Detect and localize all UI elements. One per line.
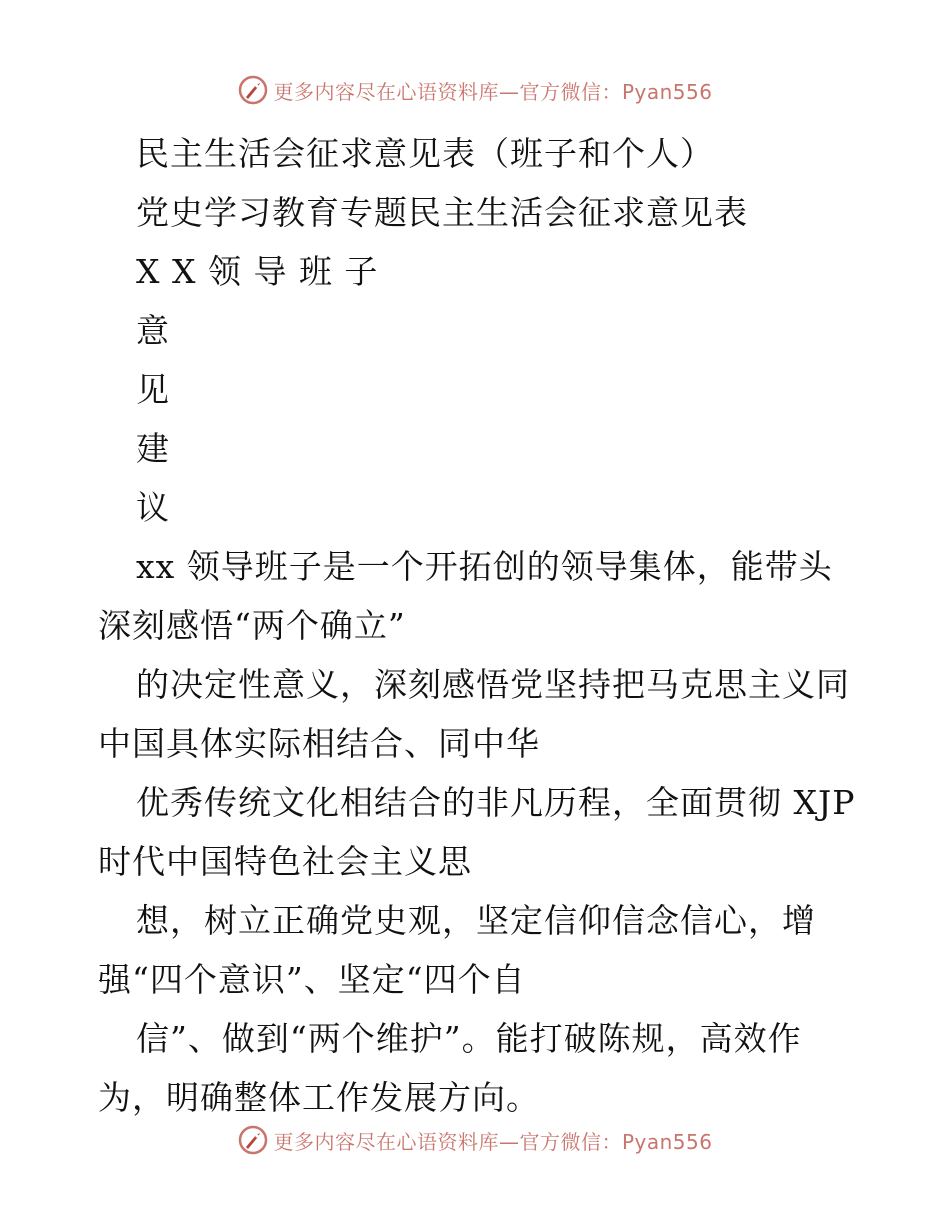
document-title: 民主生活会征求意见表（班子和个人）: [136, 134, 714, 173]
body-line: xx 领导班子是一个开拓创的领导集体，能带头: [136, 547, 833, 586]
target-label: X X 领 导 班 子: [136, 252, 379, 291]
body-line: 中国具体实际相结合、同中华: [98, 724, 540, 763]
body-line: 想，树立正确党史观，坚定信仰信念信心，增: [136, 901, 816, 940]
vertical-label-char: 见: [136, 370, 170, 409]
watermark-text: 更多内容尽在心语资料库—官方微信：Pyan556: [273, 79, 713, 104]
body-line: 时代中国特色社会主义思: [98, 842, 472, 881]
pen-nib-circle-icon: [237, 74, 269, 106]
vertical-label-char: 建: [136, 429, 170, 468]
body-line: 深刻感悟“两个确立”: [98, 606, 406, 645]
document-subtitle: 党史学习教育专题民主生活会征求意见表: [136, 193, 748, 232]
watermark-banner-bottom: [0, 1120, 950, 1160]
body-line: 的决定性意义，深刻感悟党坚持把马克思主义同: [136, 665, 850, 704]
watermark-text: 更多内容尽在心语资料库—官方微信：Pyan556: [273, 1129, 713, 1154]
body-line: 优秀传统文化相结合的非凡历程，全面贯彻 XJP: [136, 783, 856, 822]
vertical-label-char: 议: [136, 488, 170, 527]
pen-nib-circle-icon: [237, 1124, 269, 1156]
body-line: 信”、做到“两个维护”。能打破陈规，高效作: [136, 1019, 802, 1058]
body-line: 为，明确整体工作发展方向。: [98, 1078, 540, 1117]
document-body: [98, 124, 858, 1127]
body-line: 强“四个意识”、坚定“四个自: [98, 960, 526, 999]
watermark-banner-top: [0, 70, 950, 110]
vertical-label-char: 意: [136, 311, 170, 350]
